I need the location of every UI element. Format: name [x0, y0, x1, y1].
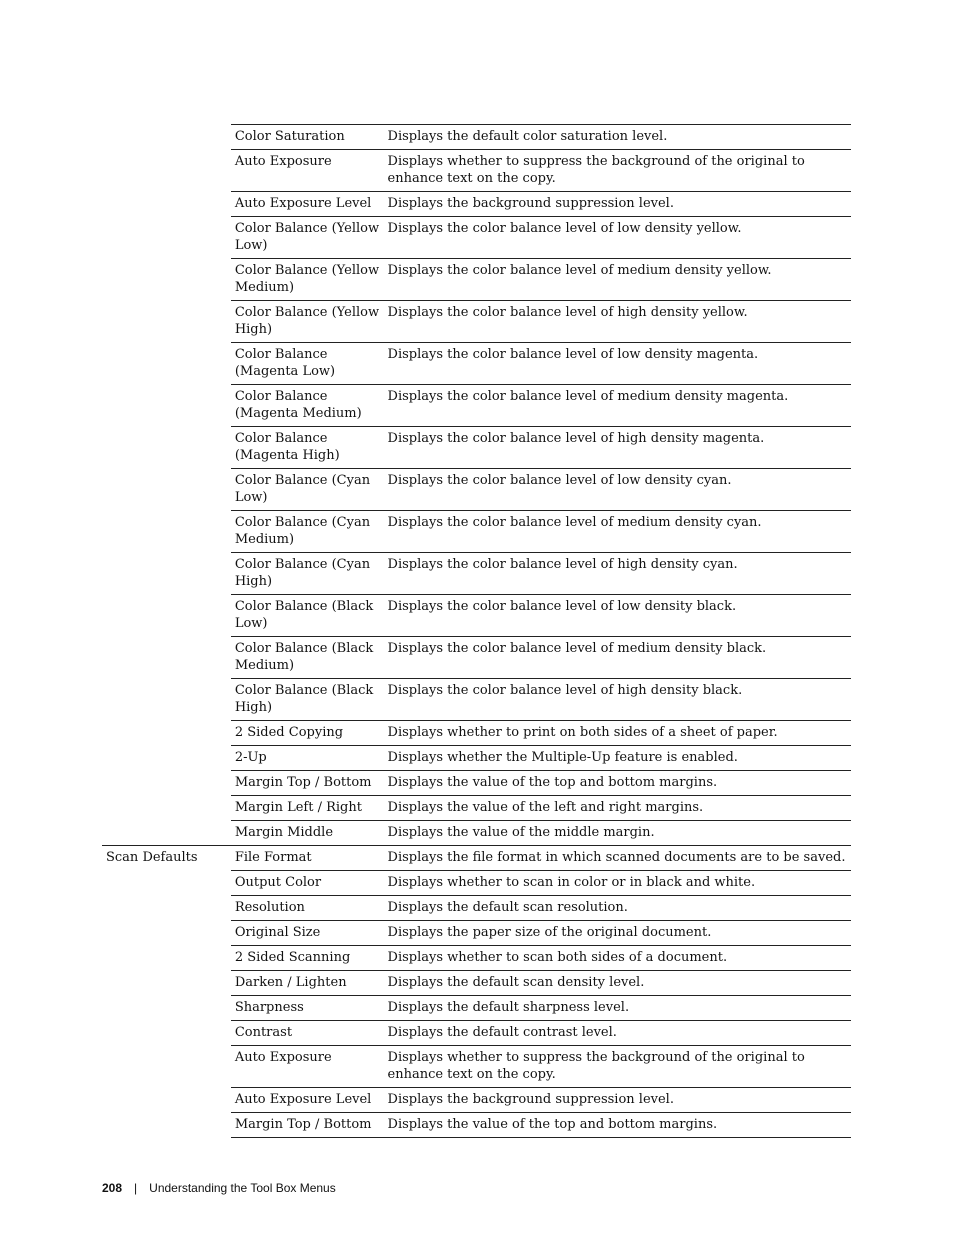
table-row [102, 343, 851, 385]
page-number: 208 [102, 1181, 123, 1195]
category-cell [102, 385, 231, 427]
setting-description-cell: Displays the value of the top and bottom margins. [384, 771, 851, 796]
setting-description-cell: Displays the color balance level of low density black. [384, 595, 851, 637]
setting-description-cell: Displays the paper size of the original document. [384, 921, 851, 946]
table-row [102, 217, 851, 259]
setting-name-cell: Color Balance (Black High) [231, 679, 384, 721]
setting-description-cell: Displays the default contrast level. [384, 1021, 851, 1046]
setting-description-cell: Displays whether the Multiple-Up feature is enabled. [384, 746, 851, 771]
setting-name-cell: Color Balance (Cyan Medium) [231, 511, 384, 553]
setting-description-cell: Displays the default scan density level. [384, 971, 851, 996]
setting-name-cell: Margin Left / Right [231, 796, 384, 821]
category-cell [102, 511, 231, 553]
setting-name-cell: Color Balance (Magenta Low) [231, 343, 384, 385]
setting-description-cell: Displays whether to print on both sides of a sheet of paper. [384, 721, 851, 746]
setting-name-cell: Sharpness [231, 996, 384, 1021]
table-row [102, 1021, 851, 1046]
category-cell [102, 946, 231, 971]
table-row [102, 637, 851, 679]
table-row [102, 1088, 851, 1113]
setting-name-cell: Output Color [231, 871, 384, 896]
table-body [102, 125, 851, 1138]
setting-name-cell: Auto Exposure Level [231, 192, 384, 217]
category-cell [102, 721, 231, 746]
category-cell [102, 427, 231, 469]
table-row [102, 1113, 851, 1138]
setting-name-cell: Color Balance (Magenta High) [231, 427, 384, 469]
table-row [102, 746, 851, 771]
setting-name-cell: Darken / Lighten [231, 971, 384, 996]
setting-description-cell: Displays the color balance level of low density cyan. [384, 469, 851, 511]
setting-description-cell: Displays the value of the middle margin. [384, 821, 851, 846]
setting-description-cell: Displays the color balance level of medium density yellow. [384, 259, 851, 301]
table-row [102, 946, 851, 971]
setting-description-cell: Displays the default scan resolution. [384, 896, 851, 921]
setting-name-cell: Auto Exposure [231, 150, 384, 192]
setting-description-cell: Displays whether to suppress the background of the original to enhance text on the copy. [384, 1046, 851, 1088]
setting-description-cell: Displays the color balance level of high density magenta. [384, 427, 851, 469]
setting-name-cell: 2 Sided Scanning [231, 946, 384, 971]
setting-description-cell: Displays the color balance level of medium density magenta. [384, 385, 851, 427]
category-cell [102, 217, 231, 259]
category-cell [102, 259, 231, 301]
setting-name-cell: Color Balance (Yellow Medium) [231, 259, 384, 301]
table-row [102, 871, 851, 896]
category-cell [102, 1088, 231, 1113]
table-row [102, 553, 851, 595]
setting-description-cell: Displays the default color saturation level. [384, 125, 851, 150]
category-cell [102, 821, 231, 846]
setting-description-cell: Displays the value of the top and bottom margins. [384, 1113, 851, 1138]
menu-settings-table [102, 124, 851, 1138]
setting-description-cell: Displays the value of the left and right margins. [384, 796, 851, 821]
table-row [102, 771, 851, 796]
setting-description-cell: Displays the color balance level of high density yellow. [384, 301, 851, 343]
setting-name-cell: File Format [231, 846, 384, 871]
setting-name-cell: Color Balance (Cyan High) [231, 553, 384, 595]
table-row [102, 896, 851, 921]
table-row [102, 385, 851, 427]
setting-description-cell: Displays whether to scan in color or in black and white. [384, 871, 851, 896]
table-row [102, 1046, 851, 1088]
setting-description-cell: Displays the background suppression level. [384, 1088, 851, 1113]
category-cell [102, 1021, 231, 1046]
table-row [102, 427, 851, 469]
setting-description-cell: Displays whether to suppress the background of the original to enhance text on the copy. [384, 150, 851, 192]
setting-description-cell: Displays the file format in which scanned documents are to be saved. [384, 846, 851, 871]
table-row [102, 846, 851, 871]
table-row [102, 595, 851, 637]
category-cell [102, 679, 231, 721]
category-cell [102, 553, 231, 595]
setting-name-cell: Color Balance (Yellow Low) [231, 217, 384, 259]
setting-description-cell: Displays the background suppression level. [384, 192, 851, 217]
setting-name-cell: Margin Top / Bottom [231, 771, 384, 796]
table-row [102, 259, 851, 301]
category-cell [102, 771, 231, 796]
setting-name-cell: 2-Up [231, 746, 384, 771]
footer-separator: | [134, 1181, 138, 1195]
setting-name-cell: Color Balance (Black Medium) [231, 637, 384, 679]
setting-name-cell: 2 Sided Copying [231, 721, 384, 746]
category-cell [102, 871, 231, 896]
setting-name-cell: Color Saturation [231, 125, 384, 150]
page-footer [102, 1181, 336, 1195]
footer-section-title: Understanding the Tool Box Menus [149, 1181, 336, 1195]
category-cell [102, 301, 231, 343]
category-cell [102, 921, 231, 946]
category-cell [102, 1046, 231, 1088]
category-cell [102, 996, 231, 1021]
table-row [102, 679, 851, 721]
table-row [102, 921, 851, 946]
table-row [102, 125, 851, 150]
setting-name-cell: Original Size [231, 921, 384, 946]
setting-description-cell: Displays the color balance level of low density magenta. [384, 343, 851, 385]
category-cell: Scan Defaults [102, 846, 231, 871]
table-row [102, 469, 851, 511]
category-cell [102, 192, 231, 217]
setting-description-cell: Displays the color balance level of medium density cyan. [384, 511, 851, 553]
setting-description-cell: Displays the color balance level of high density cyan. [384, 553, 851, 595]
setting-description-cell: Displays the color balance level of medium density black. [384, 637, 851, 679]
category-cell [102, 595, 231, 637]
setting-name-cell: Color Balance (Black Low) [231, 595, 384, 637]
table-row [102, 721, 851, 746]
category-cell [102, 971, 231, 996]
category-cell [102, 637, 231, 679]
table-row [102, 150, 851, 192]
category-cell [102, 343, 231, 385]
setting-description-cell: Displays whether to scan both sides of a document. [384, 946, 851, 971]
table-row [102, 821, 851, 846]
setting-description-cell: Displays the default sharpness level. [384, 996, 851, 1021]
table-row [102, 796, 851, 821]
setting-name-cell: Margin Middle [231, 821, 384, 846]
setting-description-cell: Displays the color balance level of high density black. [384, 679, 851, 721]
category-cell [102, 469, 231, 511]
category-cell [102, 125, 231, 150]
table-row [102, 301, 851, 343]
table-row [102, 192, 851, 217]
setting-name-cell: Resolution [231, 896, 384, 921]
category-cell [102, 150, 231, 192]
setting-name-cell: Margin Top / Bottom [231, 1113, 384, 1138]
setting-name-cell: Auto Exposure Level [231, 1088, 384, 1113]
table-row [102, 511, 851, 553]
table-row [102, 996, 851, 1021]
category-cell [102, 896, 231, 921]
table-row [102, 971, 851, 996]
category-cell [102, 746, 231, 771]
setting-name-cell: Contrast [231, 1021, 384, 1046]
setting-name-cell: Color Balance (Cyan Low) [231, 469, 384, 511]
category-cell [102, 1113, 231, 1138]
setting-name-cell: Color Balance (Yellow High) [231, 301, 384, 343]
category-cell [102, 796, 231, 821]
setting-description-cell: Displays the color balance level of low density yellow. [384, 217, 851, 259]
setting-name-cell: Color Balance (Magenta Medium) [231, 385, 384, 427]
setting-name-cell: Auto Exposure [231, 1046, 384, 1088]
